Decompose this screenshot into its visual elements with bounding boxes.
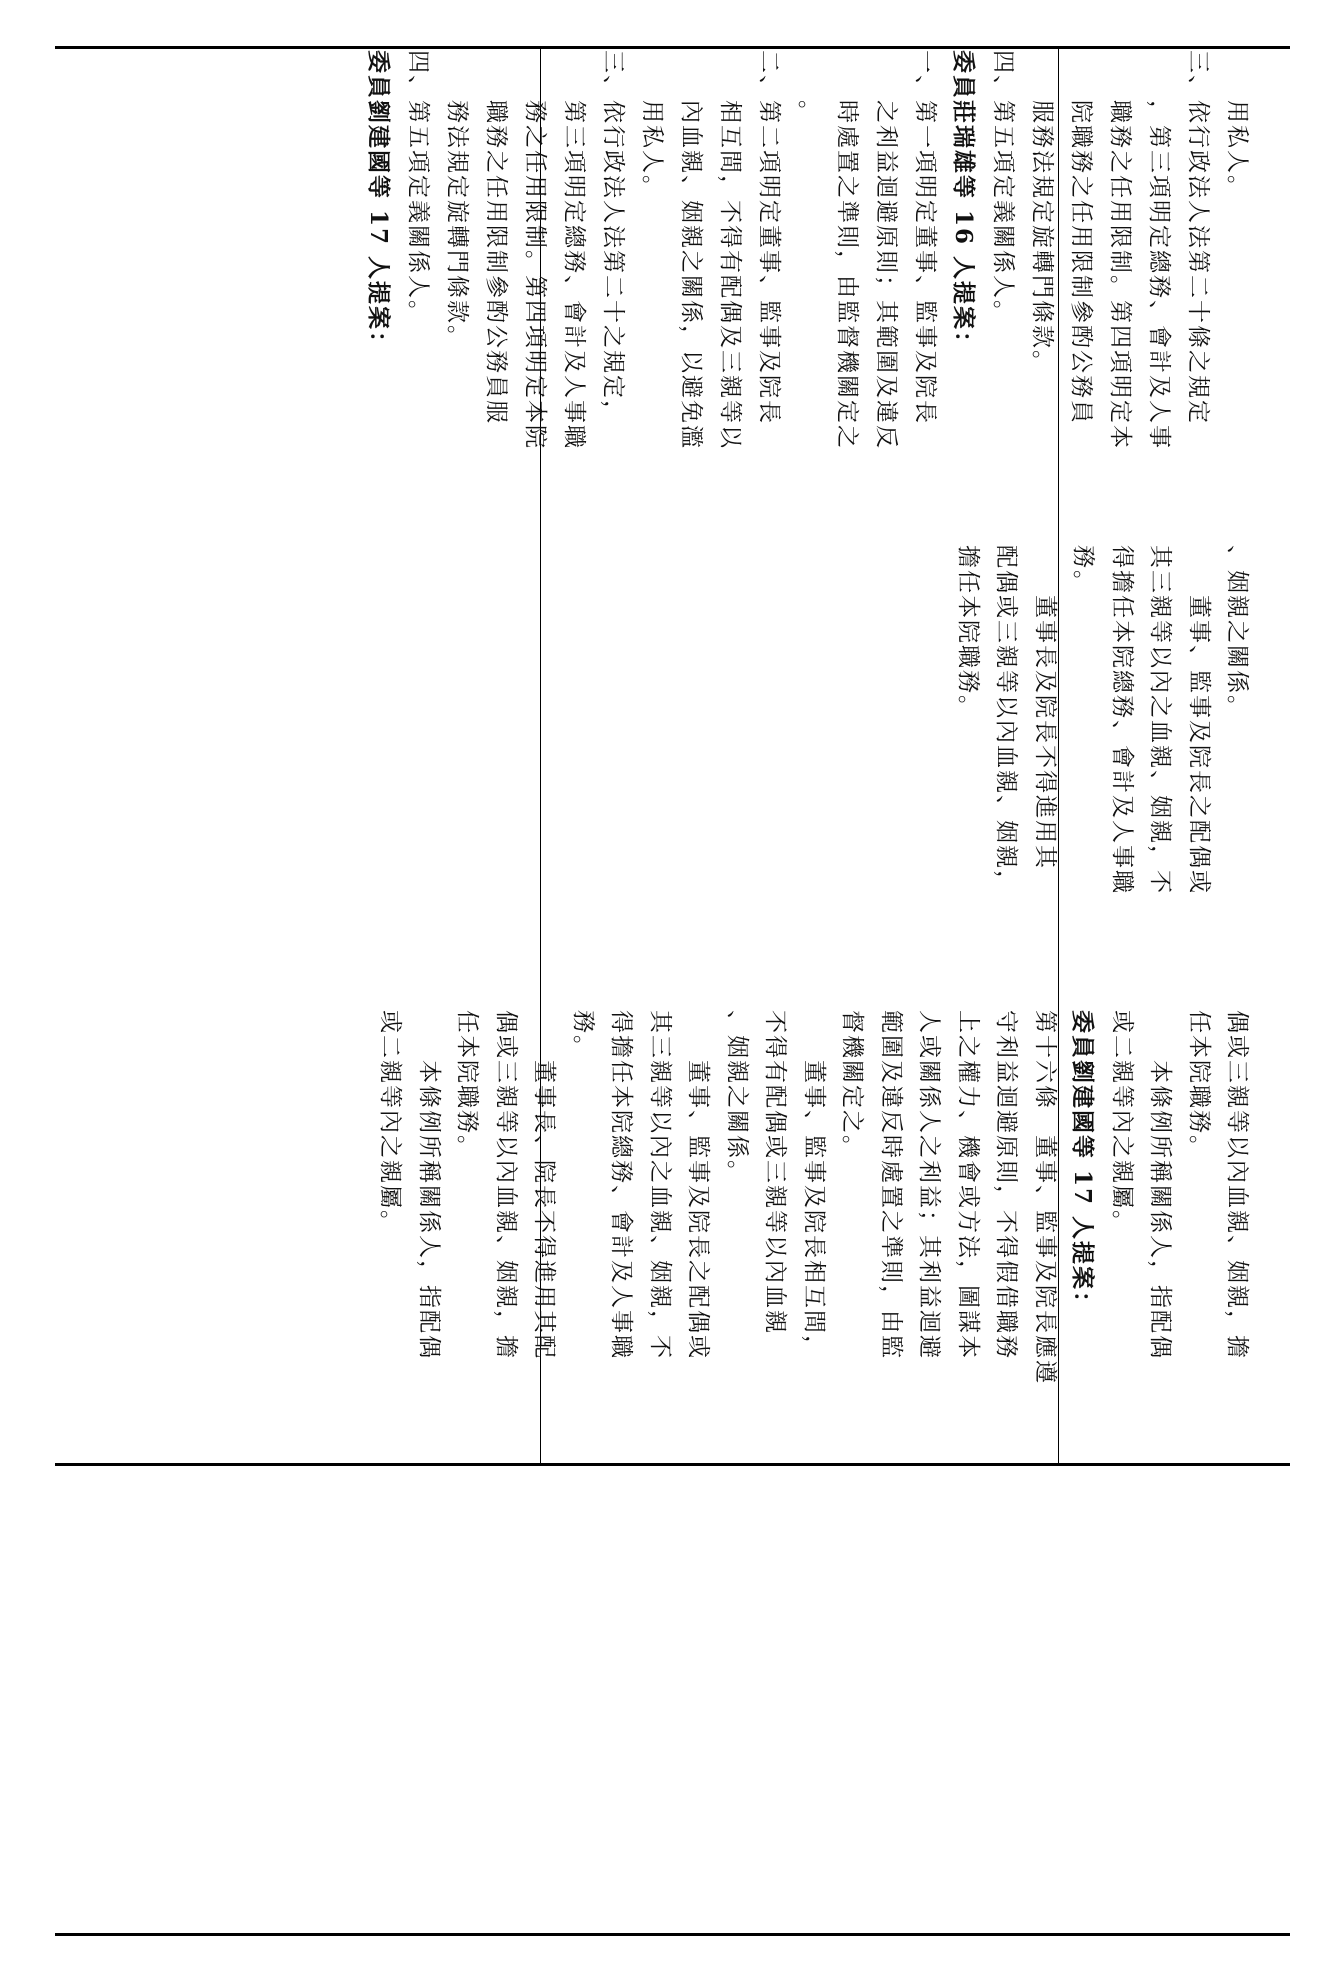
text-line: 或二親等內之親屬。 <box>1108 1010 1135 1235</box>
text-line: 二、第二項明定董事、監事及院長 <box>756 50 782 425</box>
proposal-heading: 委員劉建國等 17 人提案： <box>365 50 392 357</box>
text-line: 本條例所稱關係人，指配偶 <box>415 1060 442 1360</box>
text-line: 任本院職務。 <box>454 1010 480 1160</box>
text-line: 董事、監事及院長之配偶或 <box>1185 595 1212 895</box>
text-line: 守利益迴避原則，不得假借職務 <box>993 1010 1019 1360</box>
text-line: 董事長及院長不得進用其 <box>1031 595 1058 870</box>
text-line: 人或關係人之利益；其利益迴避 <box>916 1010 942 1360</box>
text-line: 、姻親之關係。 <box>1224 545 1250 720</box>
text-line: 院職務之任用限制參酌公務員 <box>1068 100 1094 425</box>
text-line: 。 <box>795 100 821 125</box>
text-line: 其三親等以內之血親、姻親，不 <box>646 1010 673 1360</box>
text-line: 得擔任本院總務、會計及人事職 <box>1108 545 1135 895</box>
bottom-rule <box>55 1463 1290 1466</box>
text-line: 一、第一項明定董事、監事及院長 <box>912 50 938 425</box>
text-line: 內血親、姻親之關係，以避免濫 <box>678 100 704 450</box>
text-line: 董事、監事及院長之配偶或 <box>685 1060 711 1360</box>
text-line: 職務之任用限制。第四項明定本 <box>1107 100 1133 450</box>
text-line: 務之任用限制。第四項明定本院 <box>522 100 548 450</box>
text-line: 擔任本院職務。 <box>954 545 981 720</box>
text-line: 務。 <box>569 1010 596 1060</box>
proposal-heading: 委員莊瑞雄等 16 人提案： <box>950 50 977 357</box>
text-line: 第三項明定總務、會計及人事職 <box>561 100 587 450</box>
text-line: 相互間，不得有配偶及三親等以 <box>717 100 743 450</box>
proposal-heading: 委員劉建國等 17 人提案： <box>1069 1010 1096 1317</box>
text-line: 務法規定旋轉門條款。 <box>444 100 470 350</box>
text-line: 、姻親之關係。 <box>723 1010 750 1185</box>
text-line: 時處置之準則，由監督機關定之 <box>834 100 860 450</box>
text-line: 用私人。 <box>639 100 665 200</box>
text-line: 偶或三親等以內血親、姻親，擔 <box>492 1010 519 1360</box>
column-divider-2 <box>1058 48 1059 1465</box>
text-line: 務。 <box>1070 545 1096 595</box>
text-line: 任本院職務。 <box>1185 1010 1212 1160</box>
text-line: 督機關定之。 <box>839 1010 865 1160</box>
text-line: 四、第五項定義關係人。 <box>405 50 431 325</box>
text-line: 或二親等內之親屬。 <box>377 1010 403 1235</box>
text-line: 三、依行政法人法第二十條之規定 <box>1185 50 1211 425</box>
text-line: 上之權力、機會或方法，圖謀本 <box>954 1010 981 1360</box>
text-line: 董事、監事及院長相互間， <box>800 1060 827 1360</box>
text-line: 得擔任本院總務、會計及人事職 <box>608 1010 634 1360</box>
page-bottom-rule <box>55 1933 1290 1936</box>
text-line: 不得有配偶或三親等以內血親 <box>762 1010 788 1335</box>
text-line: ，第三項明定總務、會計及人事 <box>1146 100 1172 450</box>
text-line: 其三親等以內之血親、姻親，不 <box>1147 545 1173 895</box>
text-line: 三、依行政法人法第二十之規定， <box>600 50 626 425</box>
text-line: 本條例所稱關係人，指配偶 <box>1147 1060 1173 1360</box>
text-line: 職務之任用限制參酌公務員服 <box>483 100 509 425</box>
text-line: 用私人。 <box>1224 100 1250 200</box>
text-line: 範圍及違反時處置之準則，由監 <box>877 1010 904 1360</box>
text-line: 服務法規定旋轉門條款。 <box>1029 100 1055 375</box>
text-line: 之利益迴避原則；其範圍及違反 <box>873 100 899 450</box>
text-line: 董事長、院長不得進用其配 <box>531 1060 557 1360</box>
top-rule <box>55 46 1290 49</box>
text-line: 偶或三親等以內血親、姻親，擔 <box>1224 1010 1250 1360</box>
text-line: 四、第五項定義關係人。 <box>990 50 1016 325</box>
text-line: 配偶或三親等以內血親、姻親， <box>993 545 1019 895</box>
text-line: 第十六條 董事、監事及院長應遵 <box>1031 1010 1058 1385</box>
